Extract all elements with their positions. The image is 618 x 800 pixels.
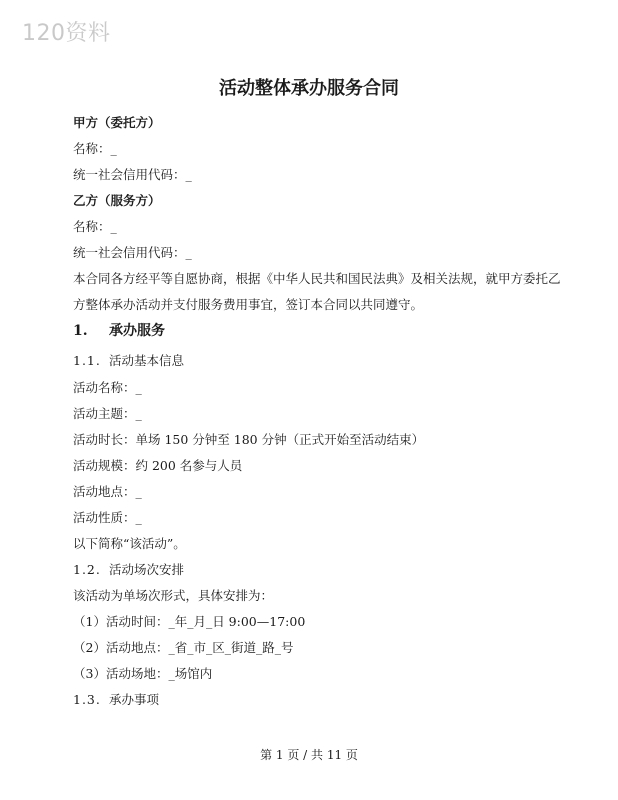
section-1-title: 承办服务 (109, 323, 165, 339)
section-1-heading (73, 323, 165, 339)
section-1-2-heading (73, 562, 184, 578)
activity-theme: 活动主题：_ (73, 406, 142, 421)
schedule-location: （2）活动地点：_省_市_区_街道_路_号 (73, 640, 294, 655)
preamble-line-1: 本合同各方经平等自愿协商，根据《中华人民共和国民法典》及相关法规，就甲方委托乙 (73, 271, 561, 286)
section-1-3-number: 1.3. (73, 692, 101, 707)
party-b-name: 名称：_ (73, 219, 117, 234)
activity-alias-note: 以下简称“该活动”。 (73, 536, 186, 551)
schedule-time: （1）活动时间：_年_月_日 9:00—17:00 (73, 614, 306, 629)
activity-duration: 活动时长：单场 150 分钟至 180 分钟（正式开始至活动结束） (73, 432, 425, 447)
party-a-name: 名称：_ (73, 141, 117, 156)
watermark: 120资料 (22, 21, 111, 46)
section-1-1-number: 1.1. (73, 353, 101, 368)
section-1-1-title: 活动基本信息 (109, 353, 185, 368)
activity-name: 活动名称：_ (73, 380, 142, 395)
section-1-2-title: 活动场次安排 (109, 562, 185, 577)
party-b-credit-code: 统一社会信用代码：_ (73, 245, 192, 260)
party-a-heading: 甲方（委托方） (73, 115, 161, 130)
page-footer: 第 1 页 / 共 11 页 (260, 748, 358, 762)
section-1-2-number: 1.2. (73, 562, 101, 577)
section-1-3-heading (73, 692, 159, 708)
section-1-3-title: 承办事项 (109, 692, 160, 707)
party-b-heading: 乙方（服务方） (73, 193, 161, 208)
activity-scale: 活动规模：约 200 名参与人员 (73, 458, 243, 473)
party-a-credit-code: 统一社会信用代码：_ (73, 167, 192, 182)
document-title: 活动整体承办服务合同 (219, 78, 399, 99)
section-1-number: 1. (73, 323, 88, 339)
activity-location: 活动地点：_ (73, 484, 142, 499)
schedule-venue: （3）活动场地：_场馆内 (73, 666, 213, 681)
schedule-intro: 该活动为单场次形式，具体安排为： (73, 588, 274, 603)
section-1-1-heading (73, 353, 184, 369)
activity-nature: 活动性质：_ (73, 510, 142, 525)
preamble-line-2: 方整体承办活动并支付服务费用事宜，签订本合同以共同遵守。 (73, 297, 424, 312)
